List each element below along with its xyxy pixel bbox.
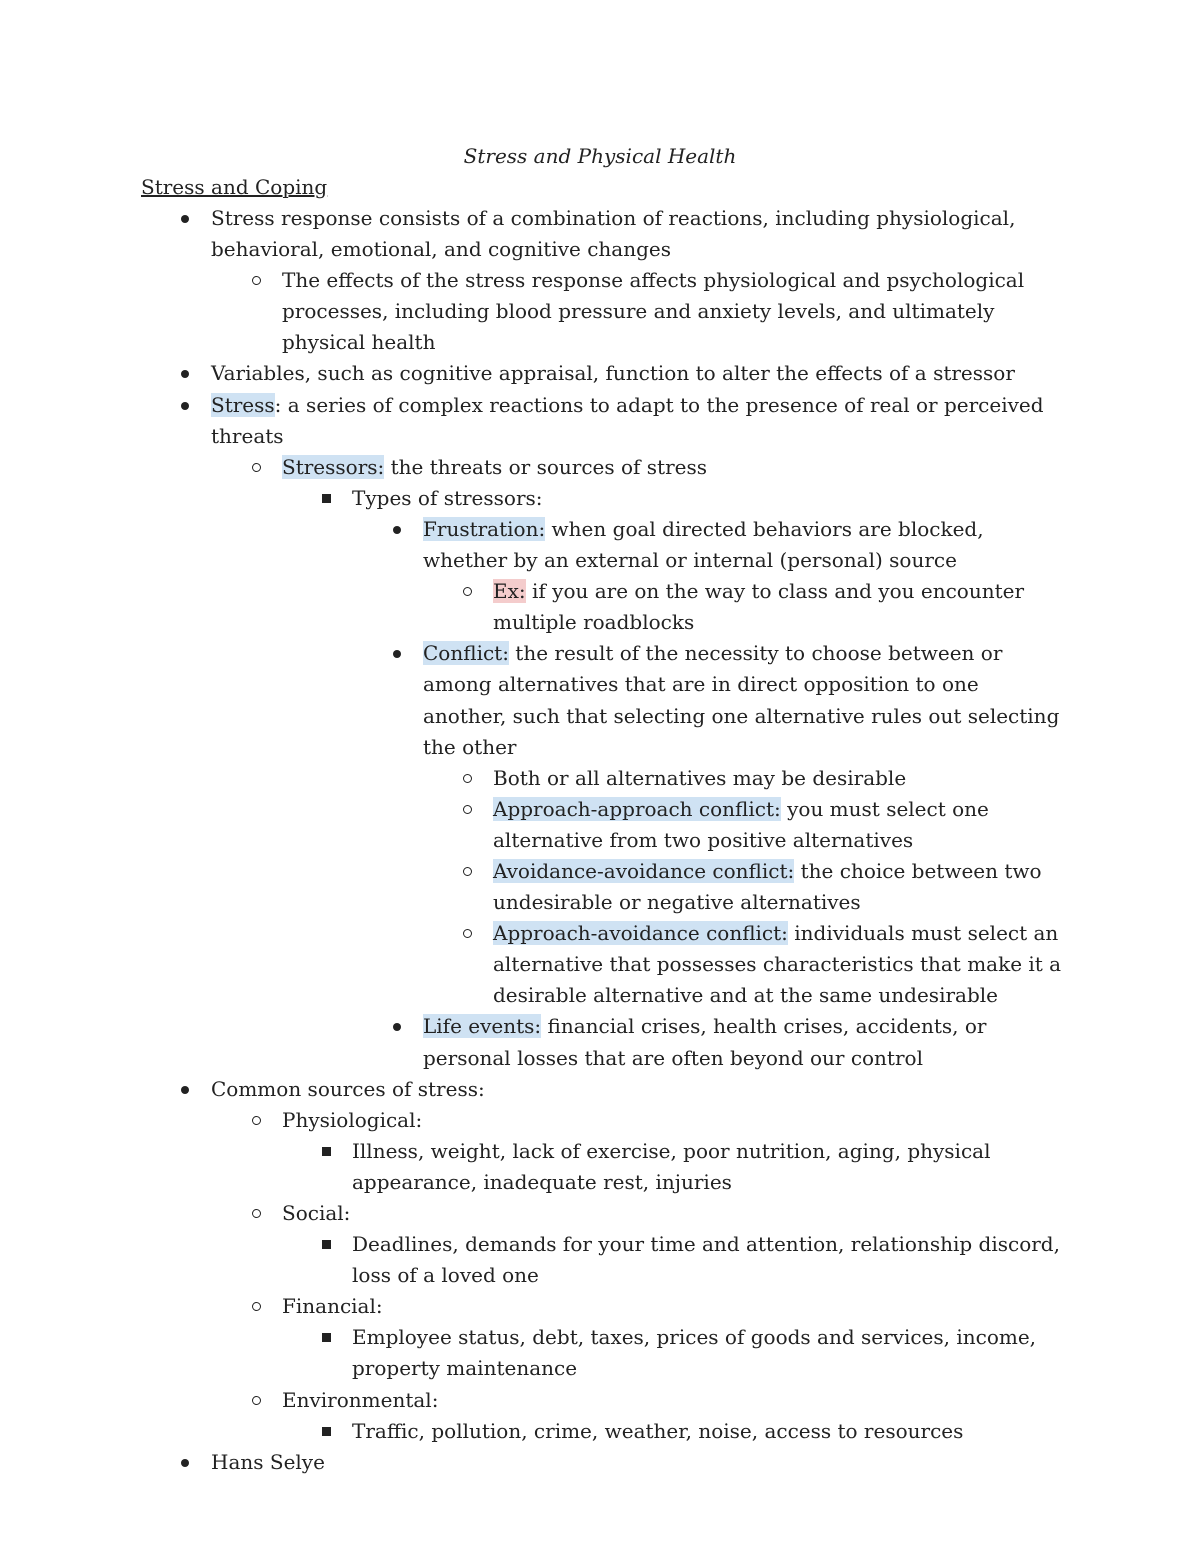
bullet-circle-icon	[457, 918, 477, 938]
bullet-square-icon	[316, 1416, 336, 1436]
list-item: Conflict: the result of the necessity to choose between or among alternatives that are in direct opposition to one another, such that selecting one alternative rules out selecting the other	[0, 638, 1200, 762]
list-item: Physiological:	[0, 1105, 1200, 1136]
bullet-disc-icon	[175, 1447, 195, 1467]
list-item: Stress: a series of complex reactions to adapt to the presence of real or perceived threats	[0, 390, 1200, 452]
bullet-circle-icon	[246, 452, 266, 472]
list-item: Deadlines, demands for your time and attention, relationship discord, loss of a loved one	[0, 1229, 1200, 1291]
highlighted-term: Conflict:	[423, 641, 509, 666]
bullet-disc-icon	[387, 638, 407, 658]
highlighted-term: Life events:	[423, 1014, 542, 1039]
list-item: The effects of the stress response affects physiological and psychological processes, including blood pressure and anxiety levels, and ultimately physical health	[0, 265, 1200, 358]
bullet-circle-icon	[246, 1105, 266, 1125]
bullet-disc-icon	[387, 1011, 407, 1031]
list-item: Environmental:	[0, 1385, 1200, 1416]
list-item: Financial:	[0, 1291, 1200, 1322]
list-item: Ex: if you are on the way to class and you encounter multiple roadblocks	[0, 576, 1200, 638]
list-item: Frustration: when goal directed behaviors are blocked, whether by an external or internal (personal) source	[0, 514, 1200, 576]
highlighted-example: Ex:	[493, 579, 526, 604]
list-item: Illness, weight, lack of exercise, poor nutrition, aging, physical appearance, inadequate rest, injuries	[0, 1136, 1200, 1198]
list-item: Hans Selye	[0, 1447, 1200, 1478]
list-item: Employee status, debt, taxes, prices of goods and services, income, property maintenance	[0, 1322, 1200, 1384]
highlighted-term: Avoidance-avoidance conflict:	[493, 858, 795, 883]
list-item: Stressors: the threats or sources of stress	[0, 452, 1200, 483]
list-item: Variables, such as cognitive appraisal, function to alter the effects of a stressor	[0, 358, 1200, 389]
bullet-list	[0, 203, 1200, 1478]
list-item: Life events: financial crises, health crises, accidents, or personal losses that are often beyond our control	[0, 1011, 1200, 1073]
bullet-circle-icon	[246, 265, 266, 285]
list-item: Common sources of stress:	[0, 1074, 1200, 1105]
list-item: Approach-avoidance conflict: individuals must select an alternative that possesses characteristics that make it a desirable alternative and at the same undesirable	[0, 918, 1200, 1011]
highlighted-term: Stress	[211, 392, 275, 417]
document-title: Stress and Physical Health	[463, 144, 737, 168]
list-item: Social:	[0, 1198, 1200, 1229]
bullet-disc-icon	[175, 358, 195, 378]
bullet-disc-icon	[175, 1074, 195, 1094]
bullet-square-icon	[316, 1322, 336, 1342]
bullet-circle-icon	[457, 856, 477, 876]
list-item: Types of stressors:	[0, 483, 1200, 514]
list-item: Avoidance-avoidance conflict: the choice between two undesirable or negative alternatives	[0, 856, 1200, 918]
bullet-circle-icon	[246, 1198, 266, 1218]
bullet-disc-icon	[387, 514, 407, 534]
list-item: Approach-approach conflict: you must select one alternative from two positive alternatives	[0, 794, 1200, 856]
list-item: Both or all alternatives may be desirable	[0, 763, 1200, 794]
bullet-square-icon	[316, 483, 336, 503]
list-item: Stress response consists of a combination of reactions, including physiological, behavioral, emotional, and cognitive changes	[0, 203, 1200, 265]
bullet-circle-icon	[246, 1385, 266, 1405]
bullet-circle-icon	[457, 794, 477, 814]
highlighted-term: Stressors:	[282, 454, 385, 479]
highlighted-term: Approach-avoidance conflict:	[493, 921, 788, 946]
bullet-circle-icon	[457, 576, 477, 596]
section-heading: Stress and Coping	[141, 175, 328, 199]
highlighted-term: Approach-approach conflict:	[493, 796, 781, 821]
bullet-disc-icon	[175, 203, 195, 223]
bullet-disc-icon	[175, 390, 195, 410]
bullet-square-icon	[316, 1136, 336, 1156]
bullet-circle-icon	[457, 763, 477, 783]
list-item: Traffic, pollution, crime, weather, noise, access to resources	[0, 1416, 1200, 1447]
highlighted-term: Frustration:	[423, 516, 546, 541]
bullet-circle-icon	[246, 1291, 266, 1311]
bullet-square-icon	[316, 1229, 336, 1249]
